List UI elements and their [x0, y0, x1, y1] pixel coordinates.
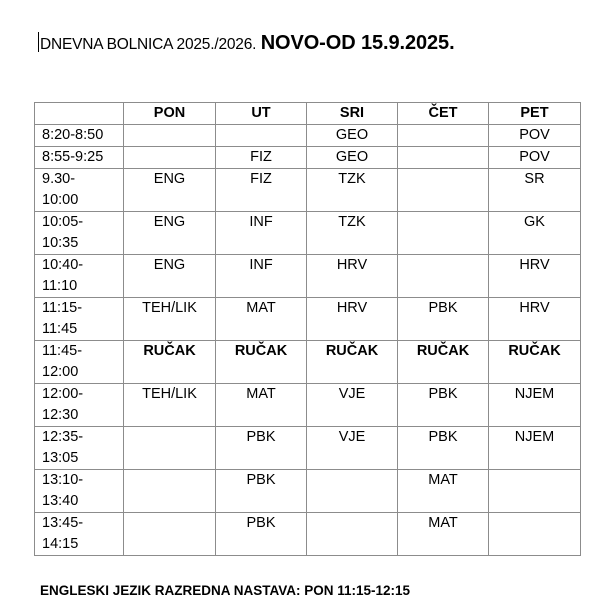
table-row	[35, 212, 581, 255]
subject-cell: MAT	[398, 470, 489, 513]
subject-cell: POV	[489, 147, 581, 169]
subject-cell: TZK	[307, 169, 398, 212]
subject-cell: MAT	[216, 298, 307, 341]
header-day: PON	[124, 103, 216, 125]
subject-cell	[216, 125, 307, 147]
subject-cell: PBK	[398, 427, 489, 470]
subject-cell: PBK	[398, 384, 489, 427]
subject-cell: SR	[489, 169, 581, 212]
time-cell: 8:55-9:25	[35, 147, 124, 169]
subject-cell: ENG	[124, 169, 216, 212]
time-cell: 13:45- 14:15	[35, 513, 124, 556]
title-highlight: NOVO-OD 15.9.2025.	[260, 32, 455, 54]
header-day: ČET	[398, 103, 489, 125]
subject-cell	[124, 427, 216, 470]
subject-cell: PBK	[216, 470, 307, 513]
subject-cell	[398, 125, 489, 147]
subject-cell	[398, 255, 489, 298]
text-cursor	[38, 32, 39, 52]
subject-cell: MAT	[398, 513, 489, 556]
subject-cell: TEH/LIK	[124, 298, 216, 341]
time-cell: 12:35- 13:05	[35, 427, 124, 470]
lunch-cell: RUČAK	[124, 341, 216, 384]
subject-cell: GEO	[307, 147, 398, 169]
subject-cell: PBK	[216, 427, 307, 470]
table-header-row	[35, 103, 581, 125]
subject-cell: POV	[489, 125, 581, 147]
subject-cell: PBK	[216, 513, 307, 556]
subject-cell: NJEM	[489, 384, 581, 427]
time-cell: 10:05- 10:35	[35, 212, 124, 255]
lunch-cell: RUČAK	[398, 341, 489, 384]
header-day: UT	[216, 103, 307, 125]
subject-cell: GK	[489, 212, 581, 255]
subject-cell: HRV	[489, 255, 581, 298]
time-cell: 10:40- 11:10	[35, 255, 124, 298]
subject-cell: HRV	[489, 298, 581, 341]
subject-cell: PBK	[398, 298, 489, 341]
header-day: PET	[489, 103, 581, 125]
subject-cell: VJE	[307, 384, 398, 427]
subject-cell: FIZ	[216, 169, 307, 212]
subject-cell: INF	[216, 255, 307, 298]
subject-cell	[398, 169, 489, 212]
subject-cell: TEH/LIK	[124, 384, 216, 427]
subject-cell: FIZ	[216, 147, 307, 169]
table-row	[35, 147, 581, 169]
subject-cell: ENG	[124, 212, 216, 255]
subject-cell: INF	[216, 212, 307, 255]
header-day: SRI	[307, 103, 398, 125]
time-cell: 12:00- 12:30	[35, 384, 124, 427]
table-row-lunch	[35, 341, 581, 384]
subject-cell: GEO	[307, 125, 398, 147]
subject-cell: ENG	[124, 255, 216, 298]
subject-cell	[124, 147, 216, 169]
table-row	[35, 169, 581, 212]
footer-note: ENGLESKI JEZIK RAZREDNA NASTAVA: PON 11:15-12:15	[40, 583, 411, 598]
page-title	[40, 30, 455, 58]
table-row	[35, 427, 581, 470]
subject-cell	[124, 125, 216, 147]
table-row	[35, 384, 581, 427]
table-row	[35, 125, 581, 147]
subject-cell	[489, 470, 581, 513]
subject-cell: HRV	[307, 255, 398, 298]
subject-cell: MAT	[216, 384, 307, 427]
header-corner	[35, 103, 124, 125]
time-cell: 11:15- 11:45	[35, 298, 124, 341]
title-main: DNEVNA BOLNICA 2025./2026.	[40, 36, 257, 53]
subject-cell	[307, 513, 398, 556]
table-row	[35, 513, 581, 556]
subject-cell: NJEM	[489, 427, 581, 470]
time-cell: 13:10- 13:40	[35, 470, 124, 513]
subject-cell	[307, 470, 398, 513]
subject-cell: TZK	[307, 212, 398, 255]
table-row	[35, 255, 581, 298]
subject-cell: VJE	[307, 427, 398, 470]
time-cell: 9.30- 10:00	[35, 169, 124, 212]
subject-cell: HRV	[307, 298, 398, 341]
lunch-cell: RUČAK	[216, 341, 307, 384]
subject-cell	[124, 470, 216, 513]
lunch-cell: RUČAK	[489, 341, 581, 384]
subject-cell	[398, 212, 489, 255]
subject-cell	[124, 513, 216, 556]
time-cell: 11:45- 12:00	[35, 341, 124, 384]
subject-cell	[489, 513, 581, 556]
subject-cell	[398, 147, 489, 169]
schedule-table	[34, 102, 581, 556]
table-row	[35, 470, 581, 513]
table-row	[35, 298, 581, 341]
time-cell: 8:20-8:50	[35, 125, 124, 147]
lunch-cell: RUČAK	[307, 341, 398, 384]
